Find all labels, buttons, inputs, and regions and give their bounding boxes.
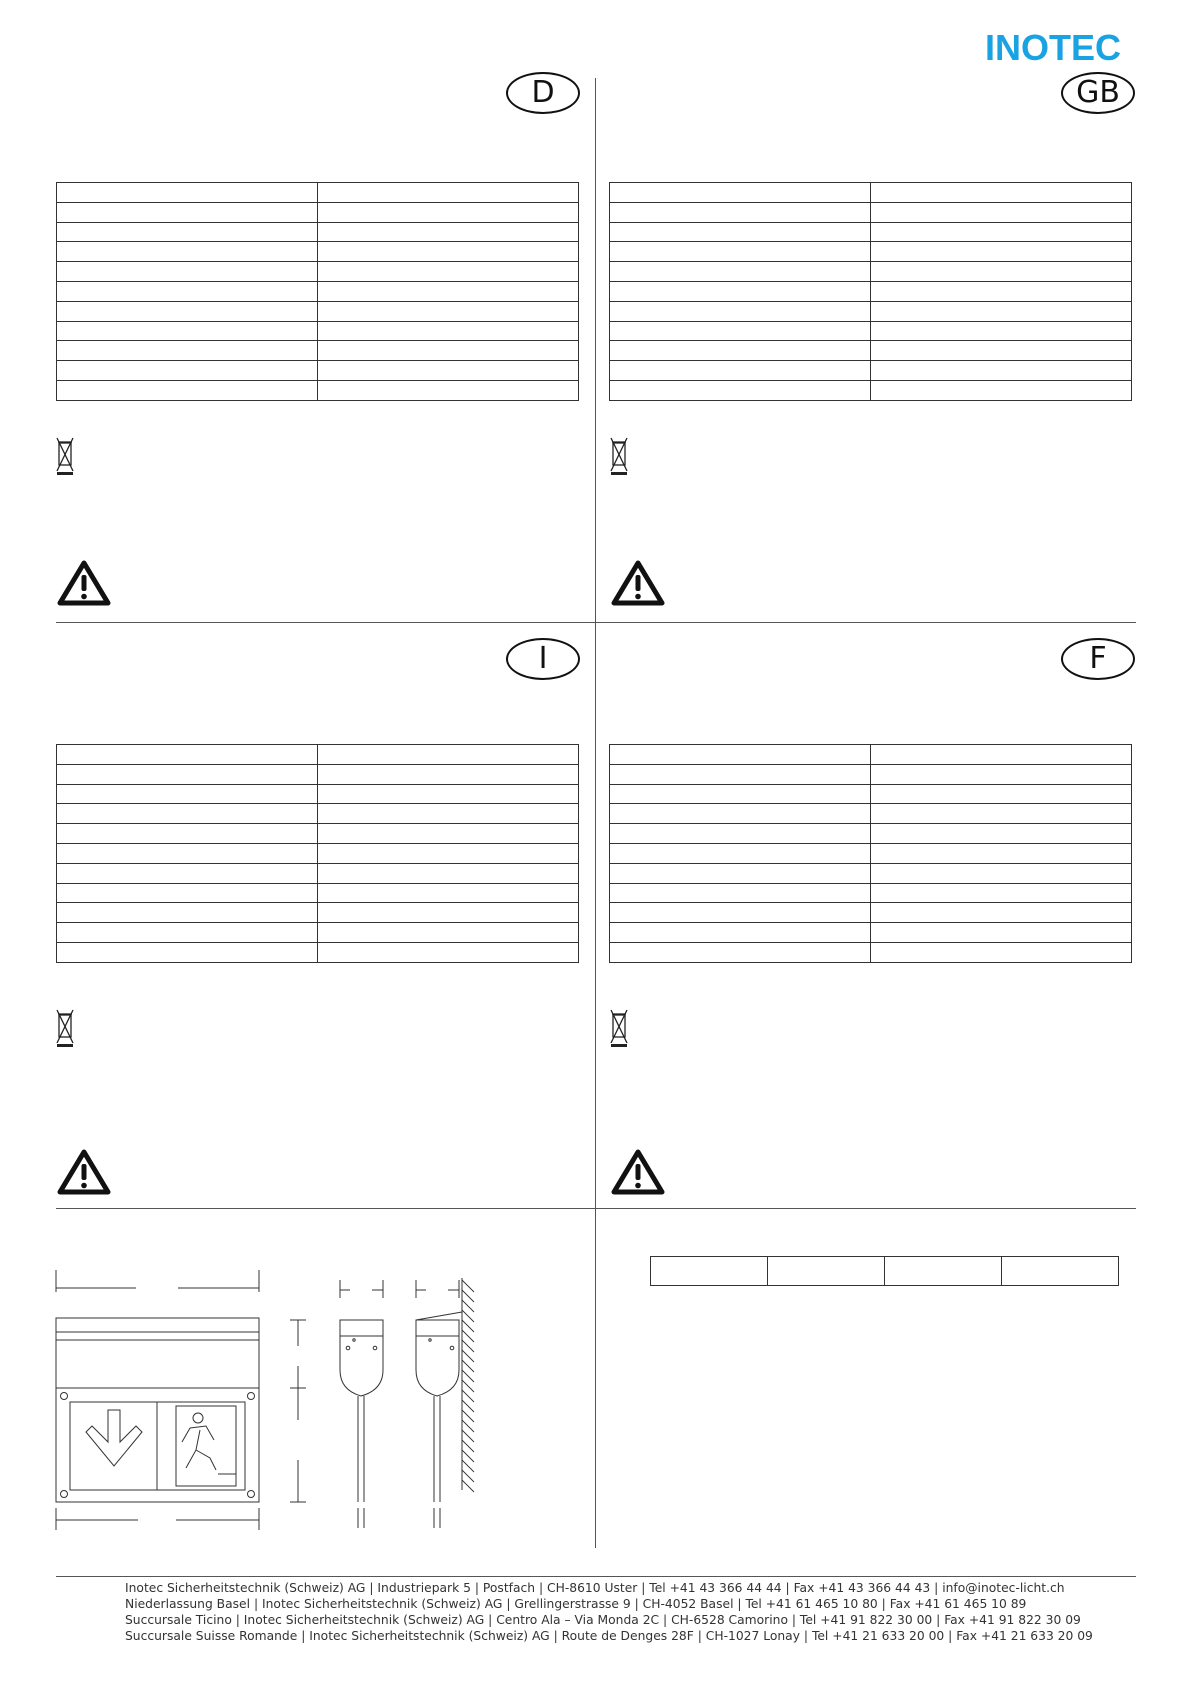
footer-line: Succursale Suisse Romande | Inotec Sicherheitstechnik (Schweiz) AG | Route de Denges 28F | CH-1027 Lonay | Tel +41 21 633 20 00 | Fax +41 21 633 20 09 (125, 1629, 1093, 1643)
divider-mid-left (56, 1208, 596, 1209)
language-badge-d: D (506, 72, 580, 114)
divider-top-left (56, 622, 596, 623)
crossed-bin-icon (610, 1008, 628, 1048)
crossed-bin-icon (610, 436, 628, 476)
spec-table-d (56, 182, 579, 401)
spec-table-gb (609, 182, 1132, 401)
divider-mid-right (596, 1208, 1136, 1209)
crossed-bin-icon (56, 436, 74, 476)
center-divider (595, 78, 596, 1548)
divider-footer (56, 1576, 1136, 1577)
crossed-bin-icon (56, 1008, 74, 1048)
warning-triangle-icon (57, 559, 111, 607)
brand-logo: INOTEC (985, 27, 1122, 68)
type-table (650, 1256, 1119, 1286)
warning-triangle-icon (611, 1148, 665, 1196)
warning-triangle-icon (57, 1148, 111, 1196)
footer-line: Succursale Ticino | Inotec Sicherheitstechnik (Schweiz) AG | Centro Ala – Via Monda 2C | CH-6528 Camorino | Tel +41 91 822 30 00 | Fax +41 91 822 30 09 (125, 1613, 1081, 1627)
footer-line: Inotec Sicherheitstechnik (Schweiz) AG | Industriepark 5 | Postfach | CH-8610 Uster | Tel +41 43 366 44 44 | Fax +41 43 366 44 43 | info@inotec-licht.ch (125, 1581, 1065, 1595)
spec-table-f (609, 744, 1132, 963)
footer-line: Niederlassung Basel | Inotec Sicherheitstechnik (Schweiz) AG | Grellingerstrasse 9 | CH-4052 Basel | Tel +41 61 465 10 80 | Fax +41 61 465 10 89 (125, 1597, 1027, 1611)
language-badge-gb: GB (1061, 72, 1135, 114)
exit-sign-technical-drawing (50, 1270, 490, 1540)
spec-table-i (56, 744, 579, 963)
language-badge-f: F (1061, 638, 1135, 680)
language-badge-i: I (506, 638, 580, 680)
divider-top-right (596, 622, 1136, 623)
footer-addresses (125, 1580, 1093, 1644)
warning-triangle-icon (611, 559, 665, 607)
